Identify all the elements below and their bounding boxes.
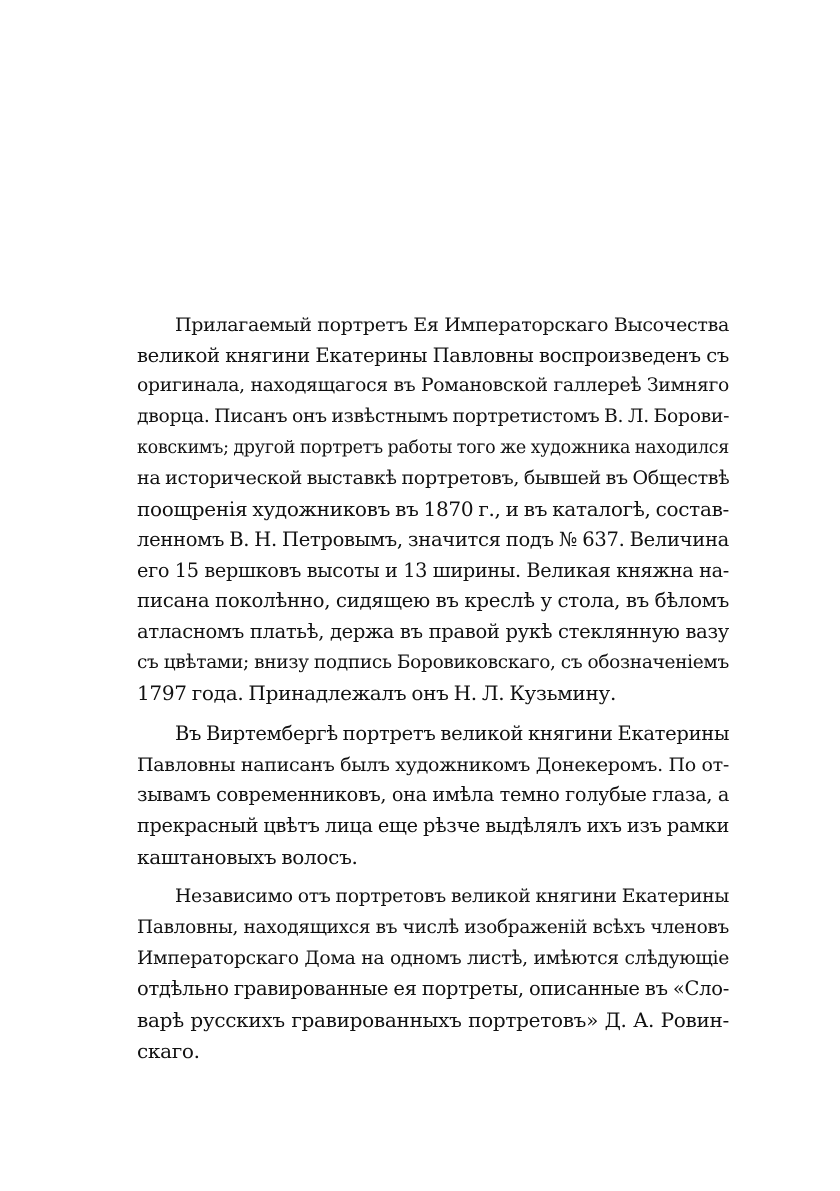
- text-line: съ цвѣтами; внизу подпись Боровиковскаго, съ обозначеніемъ: [137, 651, 729, 673]
- body-text: [137, 310, 729, 1067]
- text-line: великой княгини Екатерины Павловны воспроизведенъ съ: [137, 343, 729, 367]
- text-line: 1797 года. Принадлежалъ онъ Н. Л. Кузьмину.: [137, 681, 617, 706]
- text-line: зывамъ современниковъ, она имѣла темно голубые глаза, а: [137, 783, 729, 807]
- text-line: Въ Виртембергѣ портретъ великой княгини Екатерины: [175, 721, 730, 745]
- text-line: варѣ русскихъ гравированныхъ портретовъ» Д. А. Ровин-: [137, 1008, 729, 1033]
- text-line: Императорскаго Дома на одномъ листѣ, имѣются слѣдующіе: [137, 947, 729, 969]
- text-line: писана поколѣнно, сидящею въ креслѣ у стола, въ бѣломъ: [137, 589, 729, 613]
- text-line: оригинала, находящагося въ Романовской галлереѣ Зимняго: [137, 375, 729, 397]
- text-line: поощренія художниковъ въ 1870 г., и въ каталогѣ, состав-: [137, 497, 729, 522]
- paragraph-wurttemberg-portrait: [137, 719, 729, 872]
- text-line: прекрасный цвѣтъ лица еще рѣзче выдѣлялъ ихъ изъ рамки: [137, 814, 729, 837]
- text-line: дворца. Писанъ онъ извѣстнымъ портретистомъ В. Л. Борови-: [137, 406, 730, 428]
- text-line: на исторической выставкѣ портретовъ, бывшей въ Обществѣ: [137, 467, 730, 490]
- text-line: его 15 вершковъ высоты и 13 ширины. Великая княжна на-: [137, 558, 729, 582]
- text-line: ковскимъ; другой портретъ работы того же художника находился: [137, 437, 729, 458]
- text-line: Независимо отъ портретовъ великой княгини Екатерины: [175, 886, 729, 908]
- text-line: каштановыхъ волосъ.: [137, 844, 358, 869]
- text-line: отдѣльно гравированные ея портреты, описанные въ «Сло-: [137, 977, 729, 1001]
- paragraph-portrait-description: [137, 310, 729, 709]
- text-line: скаго.: [137, 1038, 200, 1063]
- text-line: Павловны написанъ былъ художникомъ Донекеромъ. По от-: [137, 753, 729, 776]
- text-line: ленномъ В. Н. Петровымъ, значится подъ № 637. Величина: [137, 527, 729, 551]
- text-line: Павловны, находящихся въ числѣ изображеній всѣхъ членовъ: [137, 917, 729, 939]
- text-line: атласномъ платьѣ, держа въ правой рукѣ стеклянную вазу: [137, 619, 729, 643]
- paragraph-engraved-portraits: [137, 882, 729, 1066]
- text-line: Прилагаемый портретъ Ея Императорскаго Высочества: [175, 314, 729, 336]
